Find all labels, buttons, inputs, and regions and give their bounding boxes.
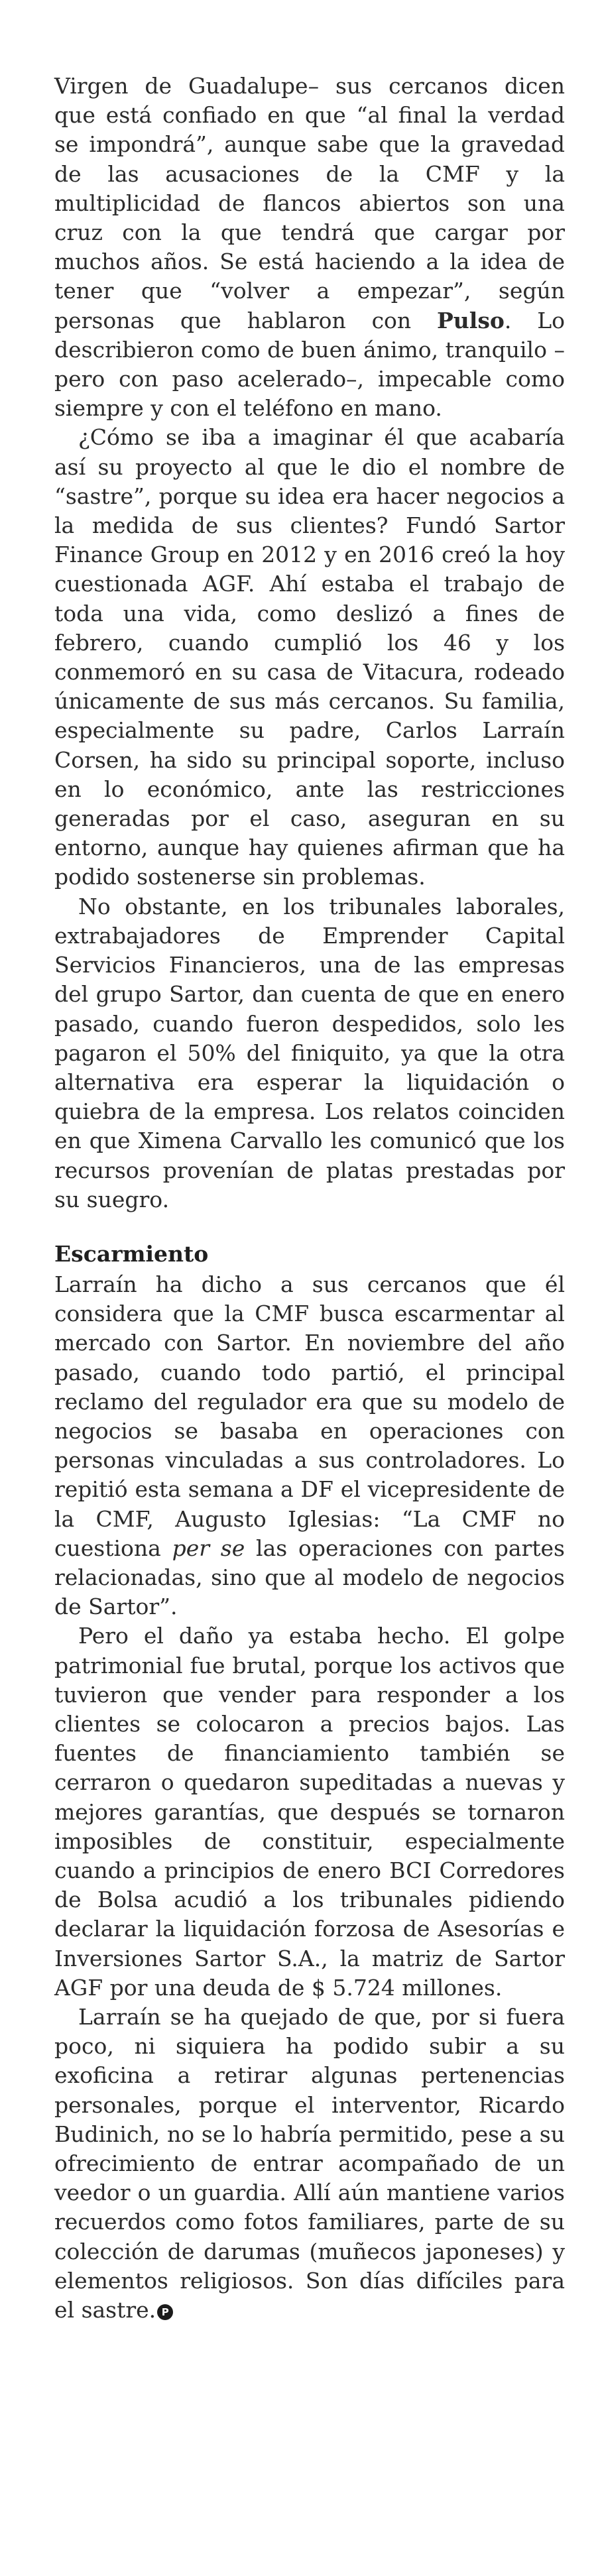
article-paragraph-1 xyxy=(54,72,565,423)
end-of-article-icon: P xyxy=(157,2304,173,2320)
paragraph-1-text: Virgen de Guadalupe– sus cercanos dicen que está confiado en que “al final la verdad se impondrá”, aunque sabe que la gravedad de las acusaciones de la CMF y la multiplicidad de flancos abiertos son una cruz con la que tendrá que cargar por muchos años. Se está haciendo a la idea de tener que “volver a empezar”, según personas que hablaron con xyxy=(54,73,565,333)
article-body xyxy=(54,72,565,2325)
article-paragraph-3: No obstante, en los tribunales laborales, extrabajadores de Emprender Capital Servicios Financieros, una de las empresas del grupo Sartor, dan cuenta de que en enero pasado, cuando fueron despedidos, solo les pagaron el 50% del finiquito, ya que la otra alternativa era esperar la liquidación o quiebra de la empresa. Los relatos coinciden en que Ximena Carvallo les comunicó que los recursos provenían de platas prestadas por su suegro. xyxy=(54,893,565,1212)
section-subheading: Escarmiento xyxy=(54,1240,209,1267)
italic-phrase: per se xyxy=(172,1535,245,1561)
paragraph-6-text: Larraín se ha quejado de que, por si fuera poco, ni siquiera ha podido subir a su exoficina a retirar algunas pertenencias personales, porque el interventor, Ricardo Budinich, no se lo habría permitido, pese a su ofrecimiento de entrar acompañado de un veedor o un guardia. Allí aún mantiene varios recuerdos como fotos familiares, parte de su colección de darumas (muñecos japoneses) y elementos religiosos. Son días difíciles para el sastre. xyxy=(54,2004,565,2323)
paragraph-1-tail: . Lo describieron como de buen ánimo, tranquilo –pero con paso acelerado–, impecable como siempre y con el teléfono en mano. xyxy=(54,307,565,422)
paragraph-4-text: Larraín ha dicho a sus cercanos que él considera que la CMF busca escarmentar al mercado con Sartor. En noviembre del año pasado, cuando todo partió, el principal reclamo del regulador era que su modelo de negocios se basaba en operaciones con personas vinculadas a sus controladores. Lo repitió esta semana a DF el vicepresidente de la CMF, Augusto Iglesias: “La CMF no cuestiona xyxy=(54,1271,565,1561)
article-paragraph-5: Pero el daño ya estaba hecho. El golpe patrimonial fue brutal, porque los activos que tuvieron que vender para responder a los clientes se colocaron a precios bajos. Las fuentes de financiamiento también se cerraron o quedaron supeditadas a nuevas y mejores garantías, que después se tornaron imposibles de constituir, especialmente cuando a principios de enero BCI Corredores de Bolsa acudió a los tribunales pidiendo declarar la liquidación forzosa de Asesorías e Inversiones Sartor S.A., la matriz de Sartor AGF por una deuda de $ 5.724 millones. xyxy=(54,1623,565,2001)
paragraph-4-tail: las operaciones con partes relacionadas, sino que al modelo de negocios de Sartor”. xyxy=(54,1535,565,1620)
article-paragraph-6 xyxy=(54,2003,565,2325)
publication-name: Pulso xyxy=(436,307,505,333)
article-paragraph-4 xyxy=(54,1270,565,1621)
article-paragraph-2: ¿Cómo se iba a imaginar él que acabaría así su proyecto al que le dio el nombre de “sastre”, porque su idea era hacer negocios a la medida de sus clientes? Fundó Sartor Finance Group en 2012 y en 2016 creó la hoy cuestionada AGF. Ahí estaba el trabajo de toda una vida, como deslizó a fines de febrero, cuando cumplió los 46 y los conmemoró en su casa de Vitacura, rodeado únicamente de sus más cercanos. Su familia, especialmente su padre, Carlos Larraín Corsen, ha sido su principal soporte, incluso en lo económico, ante las restricciones generadas por el caso, aseguran en su entorno, aunque hay quienes afirman que ha podido sostenerse sin problemas. xyxy=(54,424,565,890)
